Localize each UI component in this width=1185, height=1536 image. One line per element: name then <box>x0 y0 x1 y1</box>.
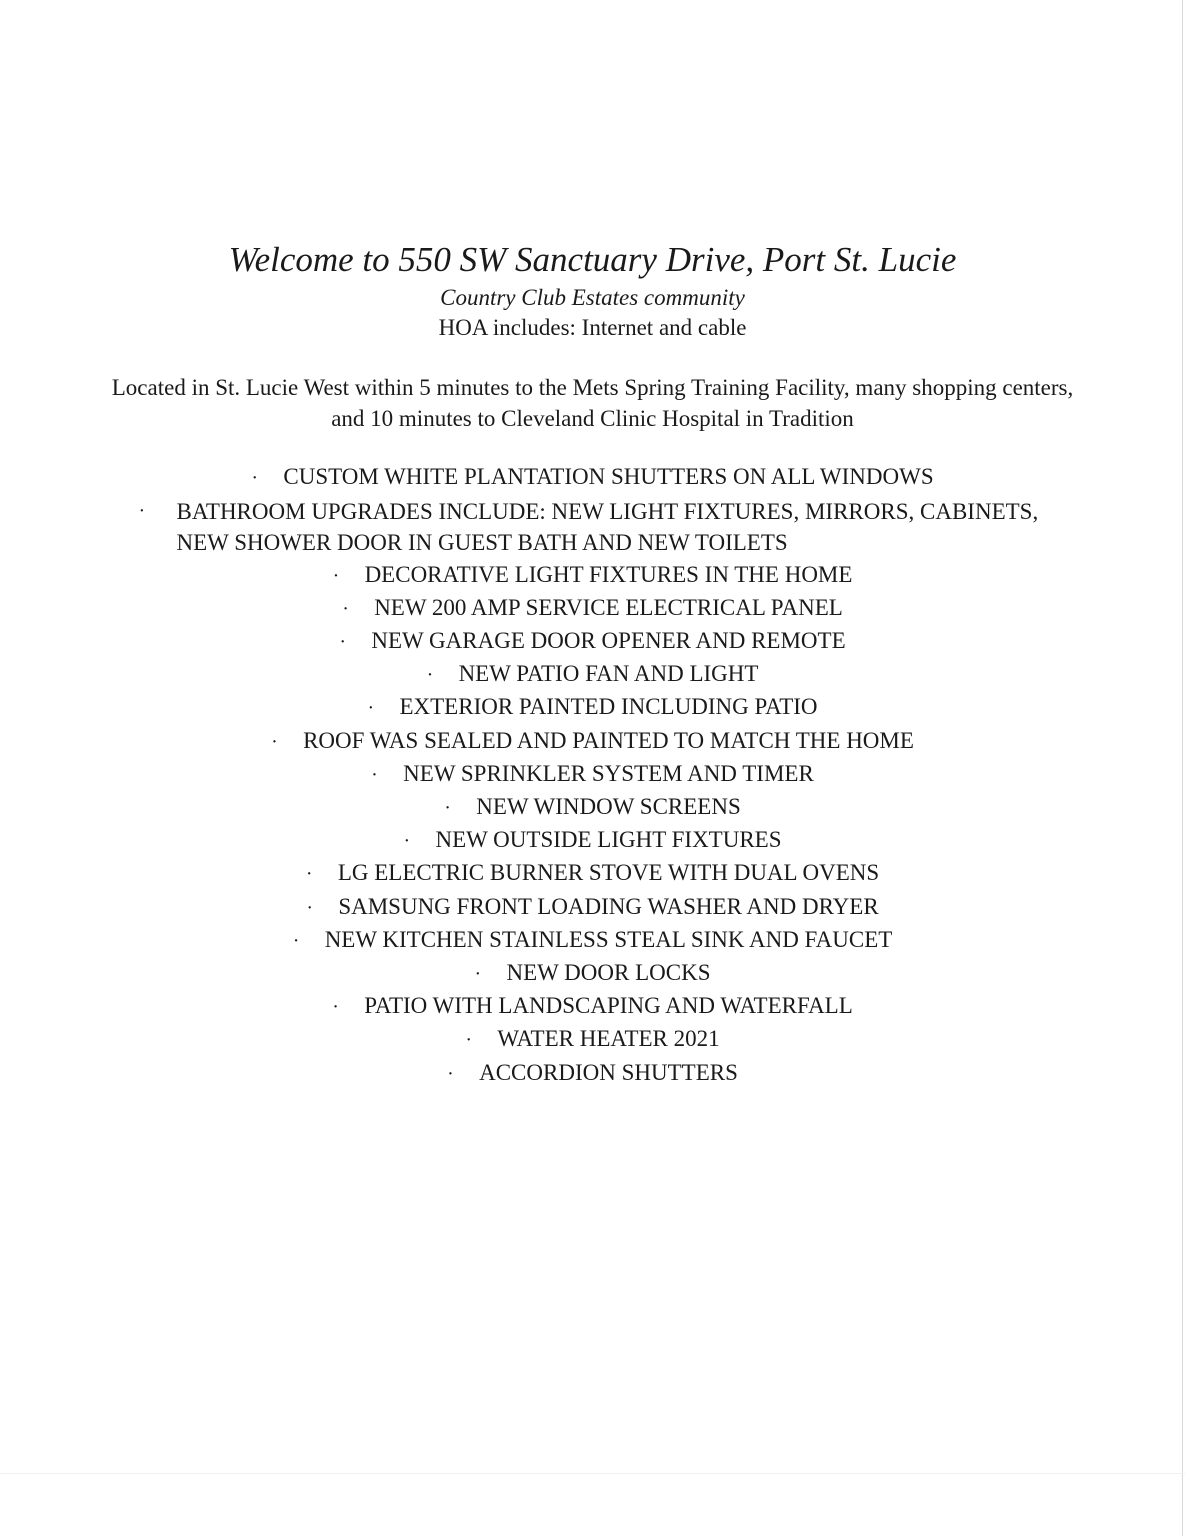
list-item <box>0 924 1185 957</box>
list-item <box>0 494 1185 558</box>
list-item <box>0 758 1185 791</box>
bullet-icon: · <box>444 797 451 820</box>
list-item-text: CUSTOM WHITE PLANTATION SHUTTERS ON ALL WINDOWS <box>283 464 934 489</box>
list-item-text: LG ELECTRIC BURNER STOVE WITH DUAL OVENS <box>337 860 880 886</box>
bullet-icon: · <box>306 896 313 919</box>
location-paragraph: Located in St. Lucie West within 5 minutes to the Mets Spring Training Facility, many shopping centers, and 10 minutes to Cleveland Clinic Hospital in Tradition <box>111 375 1074 431</box>
list-item-text: WATER HEATER 2021 <box>497 1026 720 1052</box>
bullet-icon: · <box>271 730 278 753</box>
list-item-text: NEW PATIO FAN AND LIGHT <box>458 661 759 687</box>
bullet-icon: · <box>292 929 300 952</box>
list-item <box>0 791 1185 824</box>
list-item-text: NEW KITCHEN STAINLESS STEAL SINK AND FAUCET <box>324 926 893 952</box>
page-edge-bottom <box>0 1473 1185 1474</box>
bullet-icon: · <box>332 996 339 1019</box>
bullet-icon: · <box>305 863 313 886</box>
list-item-text: NEW OUTSIDE LIGHT FIXTURES <box>435 827 782 853</box>
bullet-icon: · <box>426 664 434 687</box>
list-item-text: NEW GARAGE DOOR OPENER AND REMOTE <box>371 628 846 654</box>
list-item-text: BATHROOM UPGRADES INCLUDE: NEW LIGHT FIXTURES, MIRRORS, CABINETS, NEW SHOWER DOOR IN GUEST BATH AND NEW TOILETS <box>176 499 1039 556</box>
list-item-text: NEW SPRINKLER SYSTEM AND TIMER <box>403 760 814 786</box>
bullet-icon: · <box>403 830 411 853</box>
list-item-text: DECORATIVE LIGHT FIXTURES IN THE HOME <box>364 561 853 587</box>
list-item <box>0 957 1185 990</box>
list-item-text: PATIO WITH LANDSCAPING AND WATERFALL <box>364 993 853 1019</box>
hoa-line: HOA includes: Internet and cable <box>438 315 747 340</box>
bullet-icon: · <box>251 467 259 489</box>
list-item <box>0 891 1185 924</box>
list-item <box>0 824 1185 857</box>
list-item-text: NEW DOOR LOCKS <box>506 960 711 986</box>
list-item <box>0 725 1185 758</box>
bullet-icon: · <box>138 500 146 523</box>
bullet-icon: · <box>447 1062 454 1085</box>
community-subtitle: Country Club Estates community <box>440 285 745 310</box>
list-item-text: SAMSUNG FRONT LOADING WASHER AND DRYER <box>338 893 879 919</box>
list-item <box>0 625 1185 658</box>
bullet-icon: · <box>465 1029 472 1052</box>
list-item-text: EXTERIOR PAINTED INCLUDING PATIO <box>399 694 818 720</box>
document-header <box>0 238 1185 343</box>
list-item <box>0 461 1185 494</box>
list-item <box>0 857 1185 890</box>
bullet-icon: · <box>371 763 378 786</box>
list-item <box>0 1023 1185 1056</box>
page-title: Welcome to 550 SW Sanctuary Drive, Port St. Lucie <box>228 240 957 279</box>
bullet-icon: · <box>339 631 347 654</box>
list-item <box>0 559 1185 592</box>
bullet-icon: · <box>342 597 349 620</box>
list-item-text: ACCORDION SHUTTERS <box>479 1059 738 1085</box>
list-item <box>0 592 1185 625</box>
bullet-icon: · <box>474 963 482 986</box>
list-item-text: NEW WINDOW SCREENS <box>476 794 741 820</box>
features-list <box>0 461 1185 1090</box>
bullet-icon: · <box>367 697 375 720</box>
list-item-text: NEW 200 AMP SERVICE ELECTRICAL PANEL <box>374 594 843 620</box>
list-item <box>0 658 1185 691</box>
list-item-text: ROOF WAS SEALED AND PAINTED TO MATCH THE HOME <box>303 727 914 753</box>
list-item <box>0 691 1185 724</box>
list-item <box>0 990 1185 1023</box>
bullet-icon: · <box>332 564 340 587</box>
list-item <box>0 1057 1185 1090</box>
